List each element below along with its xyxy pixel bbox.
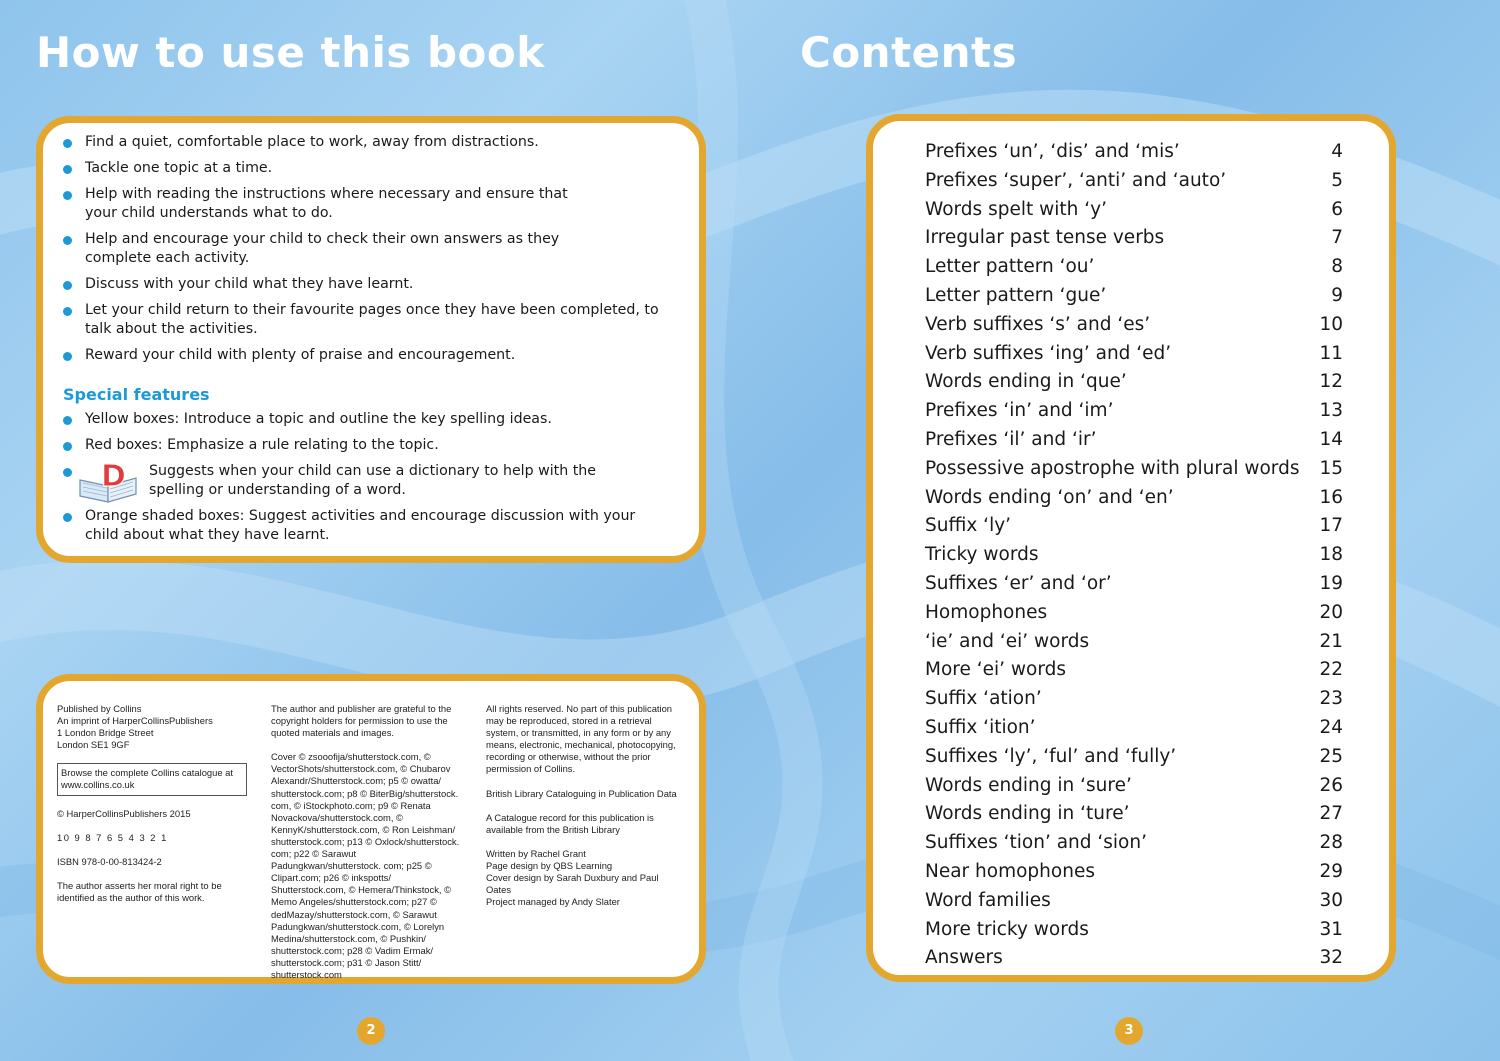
toc-title: Words spelt with ‘y’ — [925, 198, 1107, 220]
instructions-list — [63, 133, 673, 365]
toc-page-number: 25 — [1319, 745, 1343, 767]
toc-entry — [925, 199, 1343, 227]
toc-entry — [925, 832, 1343, 860]
toc-entry — [925, 371, 1343, 399]
toc-title: Verb suffixes ‘ing’ and ‘ed’ — [925, 342, 1172, 364]
toc-title: Suffix ‘ly’ — [925, 515, 1012, 537]
bullet-dot-icon — [63, 139, 72, 148]
toc-entry — [925, 746, 1343, 774]
toc-entry — [925, 544, 1343, 572]
toc-page-number: 29 — [1319, 861, 1343, 882]
cip-data: British Library Cataloguing in Publication Data — [486, 787, 677, 799]
toc-page-number: 6 — [1331, 198, 1343, 220]
toc-page-number: 10 — [1319, 313, 1343, 335]
toc-entry — [925, 602, 1343, 630]
bullet-dot-icon — [63, 165, 72, 174]
toc-title: Irregular past tense verbs — [925, 227, 1165, 249]
isbn: ISBN 978-0-00-813424-2 — [57, 855, 162, 867]
toc-title: Prefixes ‘il’ and ‘ir’ — [925, 429, 1097, 450]
list-item-dictionary: D Suggests when your child can use a dictionary to help with the spelling or understanding of a word. — [63, 462, 673, 500]
toc-title: ‘ie’ and ‘ei’ words — [925, 630, 1090, 652]
acknowledgement: The author and publisher are grateful to the copyright holders for permission to use the quoted materials and images. — [271, 703, 452, 739]
list-item: Tackle one topic at a time. — [63, 159, 673, 178]
toc-entry — [925, 400, 1343, 428]
toc-page-number: 26 — [1319, 774, 1343, 796]
toc-page-number: 28 — [1319, 832, 1343, 854]
toc-page-number: 19 — [1319, 573, 1343, 594]
imprint-panel — [36, 674, 706, 984]
page-title-contents: Contents — [800, 28, 1018, 77]
toc-entry — [925, 688, 1343, 716]
production-credits: Written by Rachel Grant Page design by QBS Learning Cover design by Sarah Duxbury and Paul Oates Project managed by Andy Slater — [486, 847, 659, 908]
toc-title: Possessive apostrophe with plural words — [925, 457, 1300, 479]
toc-page-number: 32 — [1319, 947, 1343, 969]
toc-title: Prefixes ‘super’, ‘anti’ and ‘auto’ — [925, 169, 1227, 191]
list-item: Discuss with your child what they have learnt. — [63, 275, 673, 294]
contents-panel — [866, 114, 1396, 982]
toc-entry — [925, 659, 1343, 687]
toc-page-number: 27 — [1319, 803, 1343, 825]
toc-title: Words ending in ‘sure’ — [925, 774, 1132, 796]
toc-page-number: 23 — [1319, 688, 1343, 710]
toc-page-number: 31 — [1319, 918, 1343, 940]
toc-page-number: 20 — [1319, 601, 1343, 623]
toc-title: Suffixes ‘ly’, ‘ful’ and ‘fully’ — [925, 745, 1177, 767]
toc-title: More tricky words — [925, 918, 1089, 940]
page-number-right: 3 — [1115, 1017, 1143, 1045]
how-to-use-panel — [36, 116, 706, 563]
publisher-address: Published by Collins An imprint of HarperCollinsPublishers 1 London Bridge Street London SE1 9GF — [57, 703, 213, 751]
imprint-column-publisher — [57, 703, 253, 916]
toc-entry — [925, 890, 1343, 918]
image-credits: Cover © zsooofija/shutterstock.com, © VectorShots/shutterstock.com, © Chubarov Alexandr/Shutterstock.com; p5 © owatta/ shutterstock.com; p8 © BiterBig/shutterstock. com, © iStockphoto.com; p9 © Renata Novackova/shutterstock.com, © KennyK/shutterstock.com, © Ron Leishman/ shutterstock.com; p13 © Oxlock/shutterstock. com; p22 © Sarawut Padungkwan/shutterstock. com; p25 © Clipart.com; p26 © inkspotts/ Shutterstock.com, © Hemera/Thinkstock, © Memo Angeles/shutterstock.com; p27 © dedMazay/shutterstock.com, © Sarawut Padungkwan/shutterstock.com, © Lorelyn Medina/shutterstock.com, © Pushkin/ shutterstock.com; p28 © Vadim Ermak/ shutterstock.com; p31 © Jason Stitt/ shutterstock.com — [271, 751, 460, 980]
special-features-heading: Special features — [63, 385, 210, 404]
page-number-left: 2 — [357, 1017, 385, 1045]
toc-page-number: 21 — [1319, 630, 1343, 652]
bullet-dot-icon — [63, 307, 72, 316]
list-item: Help and encourage your child to check their own answers as they complete each activity. — [63, 230, 673, 268]
copyright-line: © HarperCollinsPublishers 2015 — [57, 807, 191, 819]
toc-title: Word families — [925, 889, 1051, 911]
toc-title: Tricky words — [925, 544, 1039, 566]
toc-page-number: 30 — [1319, 889, 1343, 911]
toc-entry — [925, 573, 1343, 601]
toc-entry — [925, 285, 1343, 313]
toc-entry — [925, 947, 1343, 975]
toc-title: Near homophones — [925, 861, 1095, 882]
toc-page-number: 17 — [1319, 515, 1343, 537]
toc-entry — [925, 458, 1343, 486]
toc-page-number: 16 — [1319, 486, 1343, 508]
toc-entry — [925, 170, 1343, 198]
list-item-orange-boxes: Orange shaded boxes: Suggest activities and encourage discussion with your child about what they have learnt. — [63, 507, 673, 545]
dictionary-book-icon — [77, 458, 139, 504]
toc-entry — [925, 631, 1343, 659]
toc-entry — [925, 429, 1343, 457]
catalogue-record: A Catalogue record for this publication is available from the British Library — [486, 811, 654, 835]
toc-page-number: 8 — [1331, 256, 1343, 278]
toc-title: Words ending in ‘que’ — [925, 371, 1127, 393]
toc-page-number: 13 — [1319, 400, 1343, 422]
toc-entry — [925, 256, 1343, 284]
list-item-red-boxes: Red boxes: Emphasize a rule relating to the topic. — [63, 436, 673, 455]
toc-page-number: 15 — [1319, 457, 1343, 479]
imprint-column-credits — [271, 703, 467, 993]
toc-entry — [925, 227, 1343, 255]
toc-entry — [925, 141, 1343, 169]
bullet-dot-icon — [63, 468, 72, 477]
list-item: Reward your child with plenty of praise and encouragement. — [63, 346, 673, 365]
toc-title: Suffix ‘ation’ — [925, 688, 1042, 710]
toc-page-number: 14 — [1319, 429, 1343, 450]
catalogue-box: Browse the complete Collins catalogue at www.collins.co.uk — [57, 763, 247, 795]
bullet-dot-icon — [63, 352, 72, 361]
bullet-dot-icon — [63, 281, 72, 290]
toc-title: Verb suffixes ‘s’ and ‘es’ — [925, 313, 1151, 335]
toc-entry — [925, 343, 1343, 371]
bullet-dot-icon — [63, 416, 72, 425]
toc-entry — [925, 919, 1343, 947]
toc-title: More ‘ei’ words — [925, 659, 1067, 681]
bullet-dot-icon — [63, 513, 72, 522]
toc-entry — [925, 861, 1343, 889]
toc-title: Homophones — [925, 601, 1048, 623]
toc-page-number: 11 — [1319, 342, 1343, 364]
toc-title: Words ending ‘on’ and ‘en’ — [925, 486, 1174, 508]
page-title-how-to-use: How to use this book — [36, 28, 545, 77]
print-line: 10 9 8 7 6 5 4 3 2 1 — [57, 831, 168, 843]
toc-title: Letter pattern ‘gue’ — [925, 285, 1107, 306]
toc-title: Words ending in ‘ture’ — [925, 803, 1130, 825]
toc-entry — [925, 314, 1343, 342]
toc-page-number: 5 — [1331, 169, 1343, 191]
list-item: Let your child return to their favourite pages once they have been completed, to talk about the activities. — [63, 301, 673, 339]
toc-title: Suffix ‘ition’ — [925, 717, 1036, 738]
moral-rights: The author asserts her moral right to be identified as the author of this work. — [57, 879, 222, 903]
bullet-dot-icon — [63, 236, 72, 245]
dictionary-letter: D — [101, 459, 126, 494]
bullet-dot-icon — [63, 442, 72, 451]
toc-entry — [925, 775, 1343, 803]
toc-page-number: 4 — [1331, 141, 1343, 162]
toc-title: Prefixes ‘in’ and ‘im’ — [925, 400, 1114, 422]
toc-title: Suffixes ‘tion’ and ‘sion’ — [925, 832, 1147, 854]
toc-page-number: 7 — [1331, 227, 1343, 249]
toc-title: Letter pattern ‘ou’ — [925, 256, 1095, 278]
special-features-list — [63, 410, 673, 545]
toc-title: Suffixes ‘er’ and ‘or’ — [925, 573, 1112, 594]
toc-entry — [925, 717, 1343, 745]
imprint-column-rights — [486, 703, 682, 920]
toc-page-number: 12 — [1319, 371, 1343, 393]
toc-title: Answers — [925, 947, 1003, 969]
toc-page-number: 18 — [1319, 544, 1343, 566]
toc-entry — [925, 515, 1343, 543]
list-item: Find a quiet, comfortable place to work, away from distractions. — [63, 133, 673, 152]
rights-statement: All rights reserved. No part of this publication may be reproduced, stored in a retrieval system, or transmitted, in any form or by any means, electronic, mechanical, photocopying, recording or otherwise, without the prior permission of Collins. — [486, 703, 676, 775]
toc-entry — [925, 803, 1343, 831]
toc-page-number: 9 — [1331, 285, 1343, 306]
list-item: Help with reading the instructions where necessary and ensure that your child understands what to do. — [63, 185, 673, 223]
bullet-dot-icon — [63, 191, 72, 200]
toc-entry — [925, 487, 1343, 515]
toc-page-number: 22 — [1319, 659, 1343, 681]
toc-page-number: 24 — [1319, 717, 1343, 738]
toc-title: Prefixes ‘un’, ‘dis’ and ‘mis’ — [925, 141, 1180, 162]
list-item-yellow-boxes: Yellow boxes: Introduce a topic and outline the key spelling ideas. — [63, 410, 673, 429]
